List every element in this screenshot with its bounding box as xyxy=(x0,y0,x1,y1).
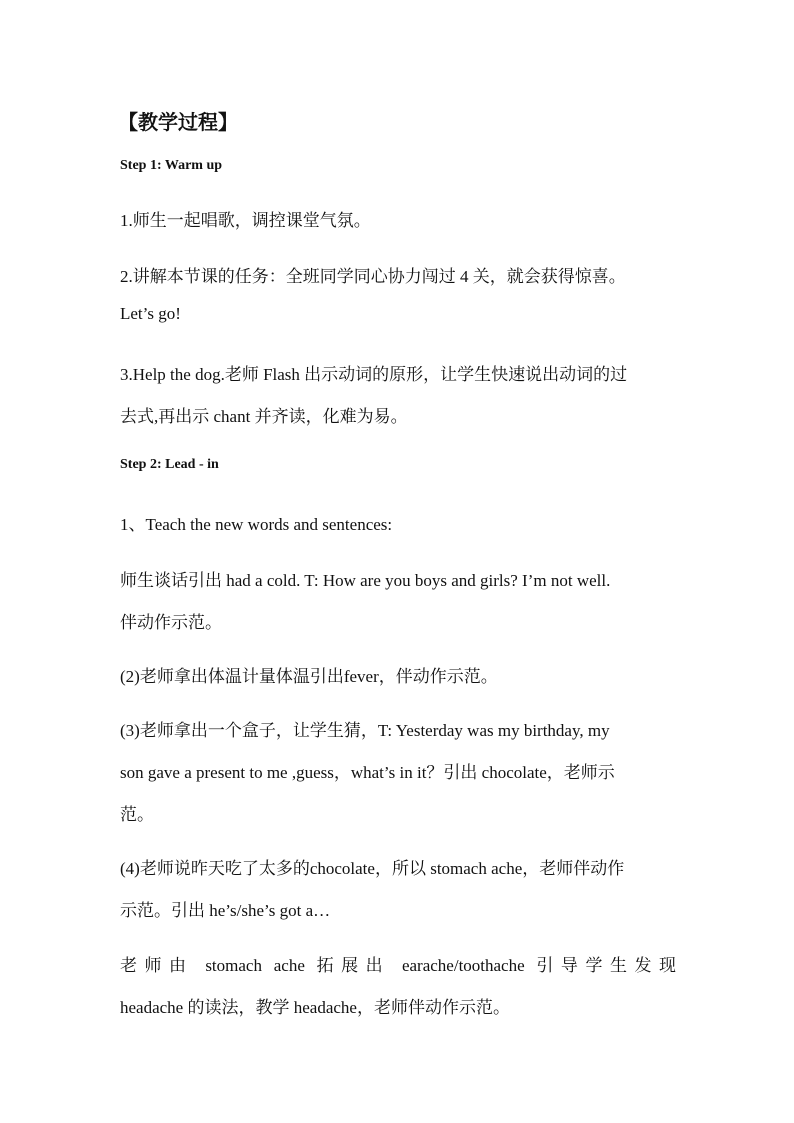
step-1-line-1: 1.师生一起唱歌，调控课堂气氛。 xyxy=(120,211,371,230)
step-2-line-8: (4)老师说昨天吃了太多的chocolate，所以 stomach ache，老师伴动作 xyxy=(120,859,625,878)
step-2-line-9: 示范。引出 he’s/she’s got a… xyxy=(120,901,331,920)
step-2-line-4: (2)老师拿出体温计量体温引出fever，伴动作示范。 xyxy=(120,667,498,686)
step-1-line-2: 2.讲解本节课的任务：全班同学同心协力闯过 4 关，就会获得惊喜。 xyxy=(120,267,626,286)
step-2-line-2: 师生谈话引出 had a cold. T: How are you boys and girls? I’m not well. xyxy=(120,571,611,590)
section-heading: 【教学过程】 xyxy=(118,112,238,134)
step-2-title: Step 2: Lead - in xyxy=(120,457,219,472)
step-1-line-4: 3.Help the dog.老师 Flash 出示动词的原形，让学生快速说出动词的过 xyxy=(120,365,628,384)
step-1-title: Step 1: Warm up xyxy=(120,158,223,173)
step-2-line-1: 1、Teach the new words and sentences: xyxy=(120,515,393,534)
step-2-line-10: 老师由 stomach ache 拓展出 earache/toothache 引导学生发现 xyxy=(120,956,676,975)
step-2-line-7: 范。 xyxy=(120,805,154,824)
step-2-line-11: headache 的读法，教学 headache，老师伴动作示范。 xyxy=(120,998,510,1017)
step-2-line-5: (3)老师拿出一个盒子，让学生猜，T: Yesterday was my birthday, my xyxy=(120,721,610,740)
step-2-line-6: son gave a present to me ,guess，what’s in it？引出 chocolate，老师示 xyxy=(120,763,615,782)
step-2-line-3: 伴动作示范。 xyxy=(120,613,222,632)
step-1-line-3: Let’s go! xyxy=(120,304,181,323)
step-1-line-5: 去式,再出示 chant 并齐读，化难为易。 xyxy=(120,407,408,426)
